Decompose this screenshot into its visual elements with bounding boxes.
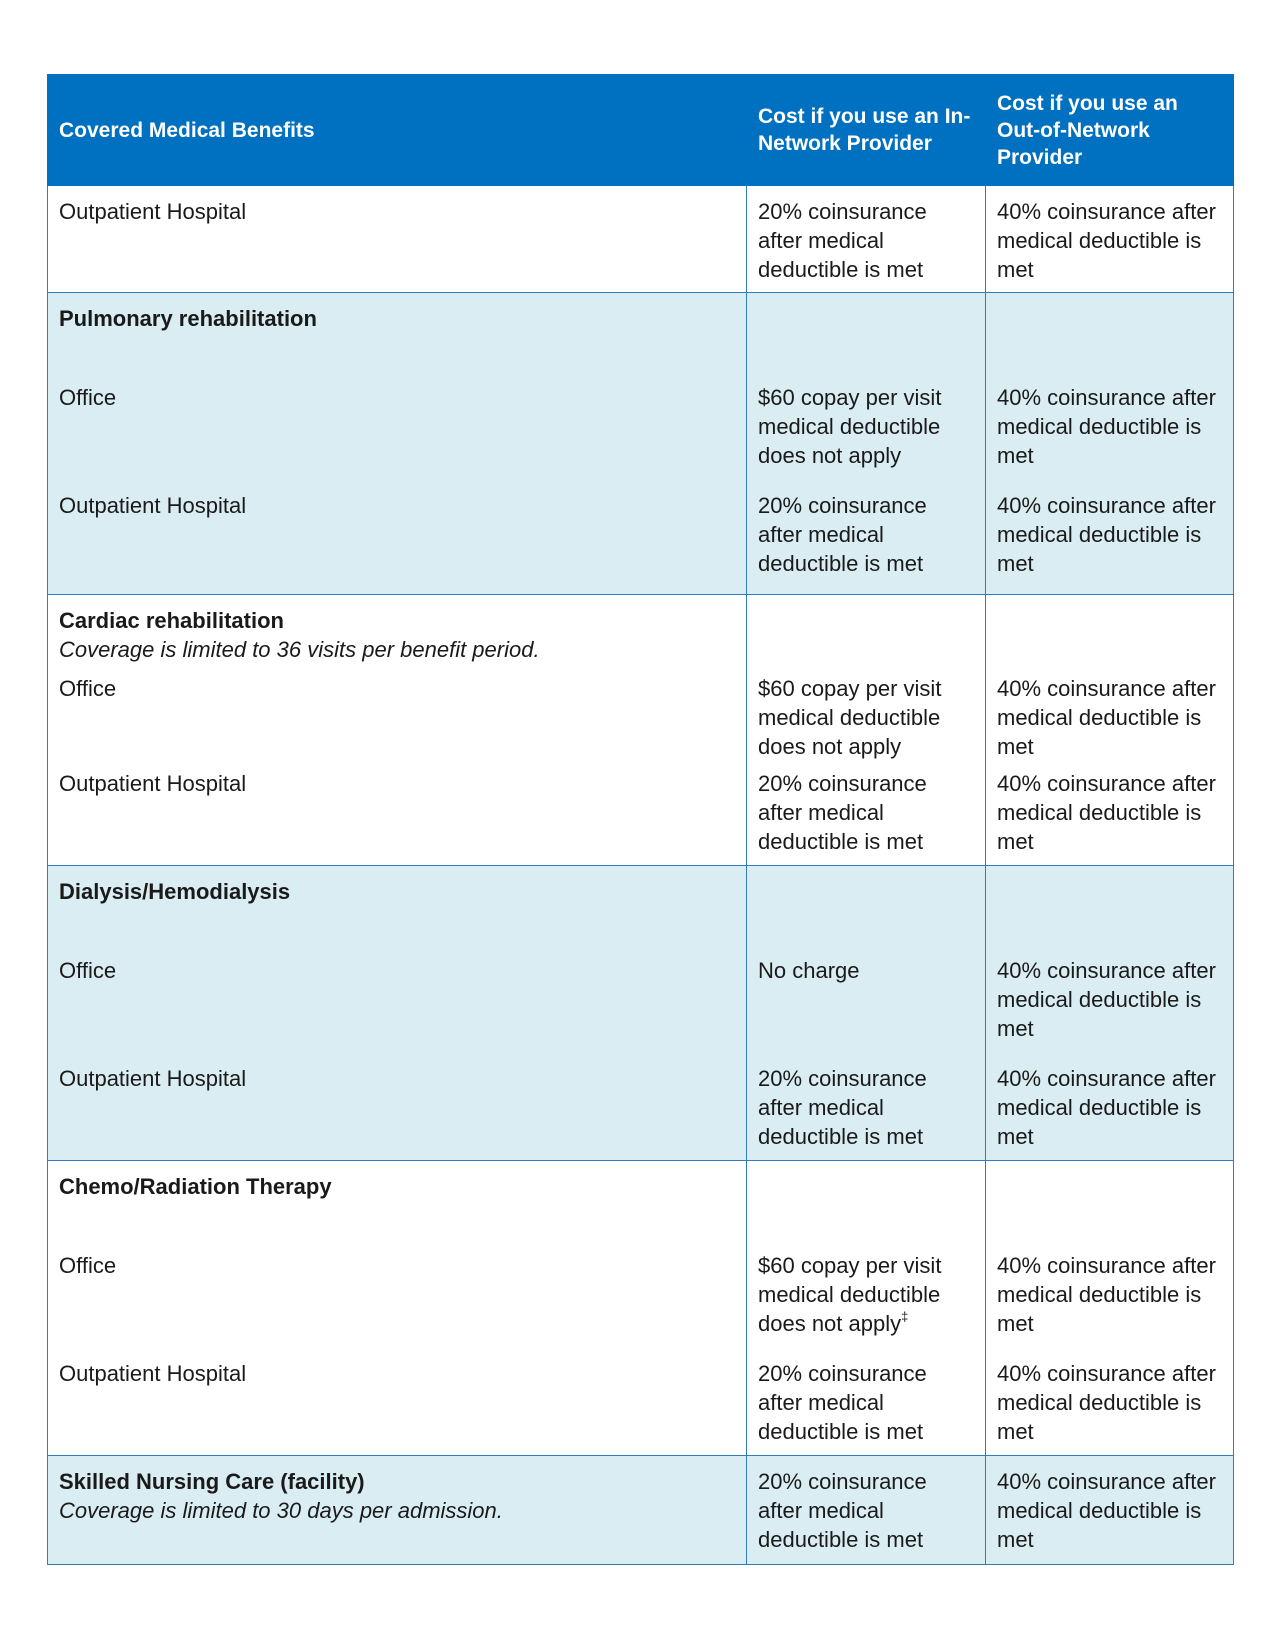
- group-title: Dialysis/Hemodialysis: [59, 879, 291, 904]
- table-row: [48, 1456, 1234, 1565]
- out-of-network-cost: 40% coinsurance after medical deductible is met: [997, 1361, 1216, 1444]
- benefits-table-wrapper: [47, 74, 1233, 1565]
- in-network-cell: [747, 186, 986, 293]
- table-row: [48, 1161, 1234, 1456]
- table-row: [48, 866, 1234, 1161]
- in-network-cost: 20% coinsurance after medical deductible is met: [758, 771, 927, 854]
- sub-item-label: Outpatient Hospital: [59, 1066, 247, 1091]
- sub-item-label: Office: [59, 1253, 117, 1278]
- benefit-label: Outpatient Hospital: [59, 199, 247, 224]
- benefit-cell: [48, 866, 747, 1161]
- in-network-cell: [747, 1161, 986, 1456]
- out-of-network-cost: 40% coinsurance after medical deductible is met: [997, 199, 1216, 282]
- in-network-cost: 20% coinsurance after medical deductible is met: [758, 493, 927, 576]
- table-row: [48, 595, 1234, 866]
- in-network-cell: [747, 293, 986, 595]
- sub-item-label: Outpatient Hospital: [59, 1361, 247, 1386]
- table-row: [48, 186, 1234, 293]
- coverage-note: Coverage is limited to 30 days per admission.: [59, 1498, 503, 1523]
- out-of-network-cost: 40% coinsurance after medical deductible is met: [997, 1253, 1216, 1336]
- group-title: Skilled Nursing Care (facility): [59, 1469, 365, 1494]
- out-of-network-cost: 40% coinsurance after medical deductible is met: [997, 385, 1216, 468]
- out-of-network-cell: [986, 866, 1234, 1161]
- sub-item-label: Office: [59, 676, 117, 701]
- in-network-cost: 20% coinsurance after medical deductible is met: [758, 1469, 927, 1552]
- in-network-cost-with-footnote: [758, 1251, 974, 1338]
- out-of-network-cell: [986, 1456, 1234, 1565]
- out-of-network-cell: [986, 293, 1234, 595]
- header-in-network-cost: Cost if you use an In-Network Provider: [747, 75, 986, 186]
- benefit-cell: [48, 1161, 747, 1456]
- in-network-cost: $60 copay per visit medical deductible does not apply: [758, 1253, 942, 1336]
- in-network-cost: 20% coinsurance after medical deductible is met: [758, 1361, 927, 1444]
- benefits-table: [47, 74, 1234, 1565]
- benefit-cell: [48, 186, 747, 293]
- out-of-network-cell: [986, 186, 1234, 293]
- out-of-network-cost: 40% coinsurance after medical deductible is met: [997, 771, 1216, 854]
- out-of-network-cost: 40% coinsurance after medical deductible is met: [997, 676, 1216, 759]
- out-of-network-cost: 40% coinsurance after medical deductible is met: [997, 493, 1216, 576]
- out-of-network-cell: [986, 595, 1234, 866]
- in-network-cost: $60 copay per visit medical deductible does not apply: [758, 676, 942, 759]
- table-header-row: [48, 75, 1234, 186]
- sub-item-label: Outpatient Hospital: [59, 493, 247, 518]
- out-of-network-cost: 40% coinsurance after medical deductible is met: [997, 1469, 1216, 1552]
- group-title: Pulmonary rehabilitation: [59, 306, 317, 331]
- in-network-cost: 20% coinsurance after medical deductible is met: [758, 199, 927, 282]
- group-title: Chemo/Radiation Therapy: [59, 1174, 332, 1199]
- in-network-cost: No charge: [758, 958, 860, 983]
- benefit-cell: [48, 595, 747, 866]
- out-of-network-cost: 40% coinsurance after medical deductible is met: [997, 958, 1216, 1041]
- sub-item-label: Office: [59, 385, 117, 410]
- out-of-network-cell: [986, 1161, 1234, 1456]
- in-network-cost: $60 copay per visit medical deductible does not apply: [758, 385, 942, 468]
- header-out-of-network-cost: Cost if you use an Out-of-Network Provider: [986, 75, 1234, 186]
- benefit-cell: [48, 1456, 747, 1565]
- footnote-marker: ‡: [901, 1309, 909, 1324]
- in-network-cost: 20% coinsurance after medical deductible is met: [758, 1066, 927, 1149]
- in-network-cell: [747, 1456, 986, 1565]
- benefit-cell: [48, 293, 747, 595]
- coverage-note: Coverage is limited to 36 visits per benefit period.: [59, 637, 540, 662]
- in-network-cell: [747, 866, 986, 1161]
- group-title: Cardiac rehabilitation: [59, 608, 284, 633]
- in-network-cell: [747, 595, 986, 866]
- header-covered-benefits: Covered Medical Benefits: [48, 75, 747, 186]
- table-row: [48, 293, 1234, 595]
- sub-item-label: Office: [59, 958, 117, 983]
- sub-item-label: Outpatient Hospital: [59, 771, 247, 796]
- out-of-network-cost: 40% coinsurance after medical deductible is met: [997, 1066, 1216, 1149]
